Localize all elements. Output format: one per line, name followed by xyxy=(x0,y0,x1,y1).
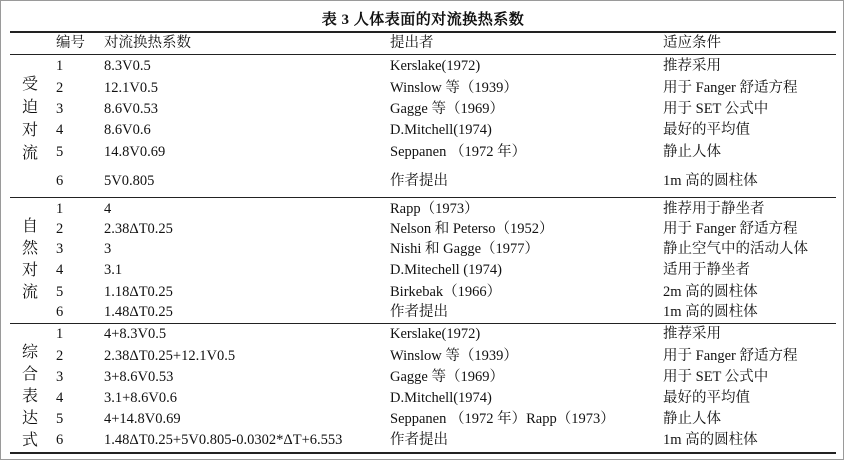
cell-author: Seppanen （1972 年） xyxy=(390,144,527,160)
cell-condition: 用于 Fanger 舒适方程 xyxy=(663,221,798,237)
cell-author: Nelson 和 Peterso（1952） xyxy=(390,221,554,237)
cell-coefficient: 2.38ΔT0.25+12.1V0.5 xyxy=(104,348,236,364)
cell-author: Rapp（1973） xyxy=(390,201,479,217)
cell-coefficient: 12.1V0.5 xyxy=(104,80,158,96)
cell-condition: 推荐用于静坐者 xyxy=(663,201,765,217)
group-rule xyxy=(10,323,836,324)
cell-condition: 1m 高的圆柱体 xyxy=(663,432,758,448)
cell-number: 2 xyxy=(56,348,64,364)
cell-number: 3 xyxy=(56,241,64,257)
cell-coefficient: 2.38ΔT0.25 xyxy=(104,221,173,237)
cell-condition: 静止人体 xyxy=(663,411,721,427)
cell-author: Birkebak（1966） xyxy=(390,284,502,300)
cell-author: D.Mitchell(1974) xyxy=(390,390,492,406)
cell-condition: 1m 高的圆柱体 xyxy=(663,173,758,189)
header-condition: 适应条件 xyxy=(663,35,721,51)
cell-author: Gagge 等（1969） xyxy=(390,101,504,117)
cell-coefficient: 5V0.805 xyxy=(104,173,155,189)
cell-coefficient: 3 xyxy=(104,241,112,257)
cell-author: D.Mitchell(1974) xyxy=(390,122,492,138)
cell-coefficient: 3.1+8.6V0.6 xyxy=(104,390,178,406)
cell-number: 1 xyxy=(56,58,64,74)
cell-number: 1 xyxy=(56,201,64,217)
group-rule xyxy=(10,197,836,198)
cell-number: 1 xyxy=(56,326,64,342)
cell-author: Kerslake(1972) xyxy=(390,58,481,74)
cell-author: Nishi 和 Gagge（1977） xyxy=(390,241,540,257)
group-label-char: 受 xyxy=(22,76,39,93)
group-label-char: 综 xyxy=(22,344,39,361)
cell-condition: 推荐采用 xyxy=(663,326,721,342)
header-coefficient: 对流换热系数 xyxy=(104,35,191,51)
cell-author: Winslow 等（1939） xyxy=(390,348,518,364)
cell-number: 4 xyxy=(56,122,64,138)
cell-condition: 静止空气中的活动人体 xyxy=(663,241,808,257)
cell-number: 6 xyxy=(56,173,64,189)
cell-number: 6 xyxy=(56,432,64,448)
cell-number: 5 xyxy=(56,144,64,160)
cell-coefficient: 14.8V0.69 xyxy=(104,144,166,160)
cell-author: Seppanen （1972 年）Rapp（1973） xyxy=(390,411,615,427)
group-label-char: 然 xyxy=(22,240,39,257)
cell-condition: 1m 高的圆柱体 xyxy=(663,304,758,320)
cell-author: 作者提出 xyxy=(390,432,448,448)
header-author: 提出者 xyxy=(390,35,434,51)
table-title: 表 3 人体表面的对流换热系数 xyxy=(321,12,525,28)
cell-number: 4 xyxy=(56,390,64,406)
cell-condition: 用于 Fanger 舒适方程 xyxy=(663,348,798,364)
cell-coefficient: 4+8.3V0.5 xyxy=(104,326,167,342)
group-label-char: 流 xyxy=(22,284,39,301)
cell-condition: 用于 Fanger 舒适方程 xyxy=(663,80,798,96)
cell-coefficient: 3+8.6V0.53 xyxy=(104,369,174,385)
header-rule xyxy=(10,54,836,55)
group-label-char: 式 xyxy=(22,432,39,449)
cell-coefficient: 8.3V0.5 xyxy=(104,58,151,74)
bottom-rule xyxy=(10,452,836,454)
cell-coefficient: 4 xyxy=(104,201,112,217)
cell-condition: 用于 SET 公式中 xyxy=(663,369,769,385)
cell-number: 3 xyxy=(56,369,64,385)
cell-condition: 适用于静坐者 xyxy=(663,262,750,278)
cell-author: Kerslake(1972) xyxy=(390,326,481,342)
group-label-char: 合 xyxy=(22,366,39,383)
cell-condition: 2m 高的圆柱体 xyxy=(663,284,758,300)
cell-number: 3 xyxy=(56,101,64,117)
cell-number: 4 xyxy=(56,262,64,278)
cell-coefficient: 8.6V0.6 xyxy=(104,122,151,138)
cell-condition: 静止人体 xyxy=(663,144,721,160)
header-number: 编号 xyxy=(56,35,85,51)
group-label-char: 对 xyxy=(22,122,39,139)
cell-coefficient: 3.1 xyxy=(104,262,123,278)
group-label-char: 迫 xyxy=(22,99,39,116)
group-label-char: 流 xyxy=(22,145,39,162)
group-label-char: 表 xyxy=(22,388,39,405)
cell-coefficient: 1.48ΔT0.25 xyxy=(104,304,173,320)
cell-coefficient: 4+14.8V0.69 xyxy=(104,411,181,427)
cell-coefficient: 1.18ΔT0.25 xyxy=(104,284,173,300)
cell-condition: 用于 SET 公式中 xyxy=(663,101,769,117)
cell-author: 作者提出 xyxy=(390,173,448,189)
group-label-char: 对 xyxy=(22,262,39,279)
cell-number: 2 xyxy=(56,80,64,96)
cell-condition: 最好的平均值 xyxy=(663,122,750,138)
cell-author: Winslow 等（1939） xyxy=(390,80,518,96)
cell-number: 5 xyxy=(56,411,64,427)
cell-number: 5 xyxy=(56,284,64,300)
cell-condition: 推荐采用 xyxy=(663,58,721,74)
cell-author: D.Mitechell (1974) xyxy=(390,262,502,278)
top-rule xyxy=(10,31,836,33)
cell-coefficient: 8.6V0.53 xyxy=(104,101,158,117)
cell-condition: 最好的平均值 xyxy=(663,390,750,406)
group-label-char: 自 xyxy=(22,218,39,235)
group-label-char: 达 xyxy=(22,410,39,427)
cell-number: 6 xyxy=(56,304,64,320)
cell-author: 作者提出 xyxy=(390,304,448,320)
cell-coefficient: 1.48ΔT0.25+5V0.805-0.0302*ΔT+6.553 xyxy=(104,432,343,448)
cell-author: Gagge 等（1969） xyxy=(390,369,504,385)
cell-number: 2 xyxy=(56,221,64,237)
